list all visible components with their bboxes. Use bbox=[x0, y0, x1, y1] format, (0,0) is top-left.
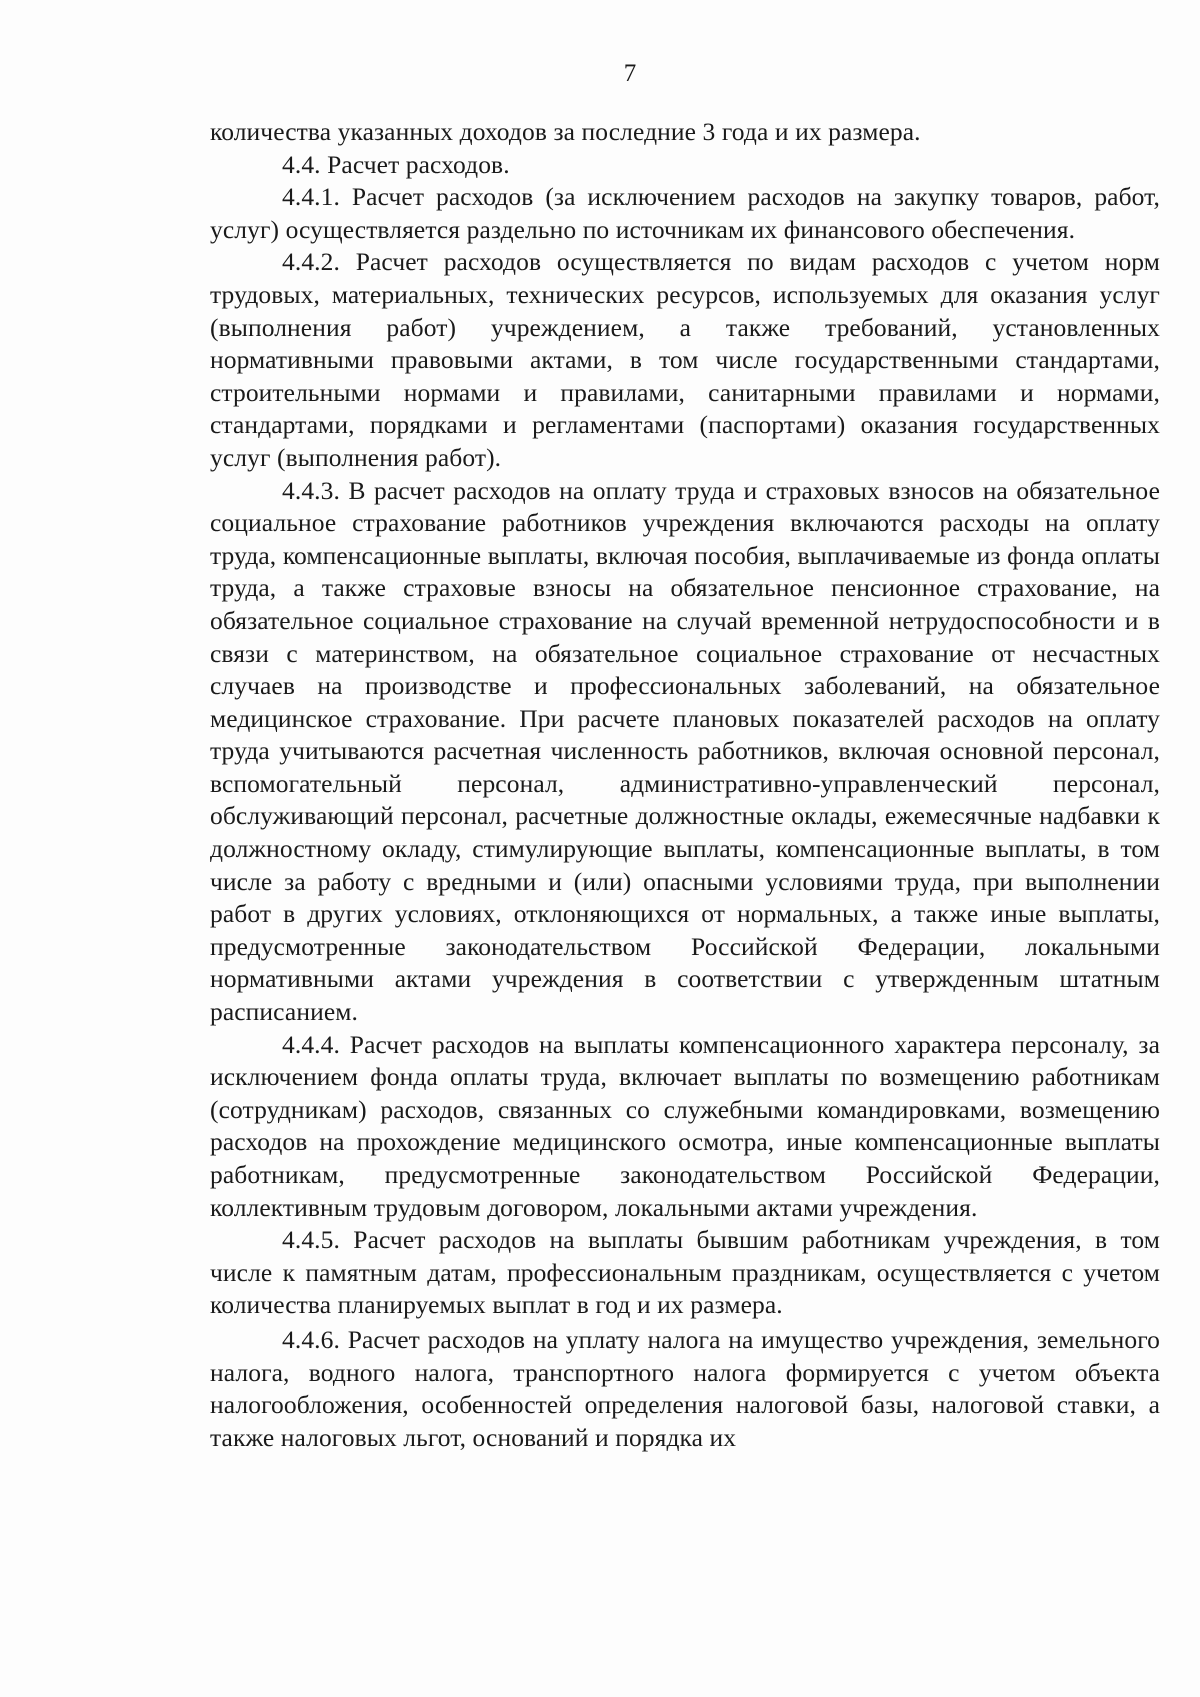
paragraph-continuation: количества указанных доходов за последние 3 года и их размера. bbox=[210, 117, 921, 146]
paragraph-4-4-2: 4.4.2. Расчет расходов осуществляется по видам расходов с учетом норм трудовых, материальных, технических ресурсов, используемых для оказания услуг (выполнения работ) учреждением, а также требований, установленных нормативными правовыми актами, в том числе государственными стандартами, строительными нормами и правилами, санитарными правилами и нормами, стандартами, порядками и регламентами (паспортами) оказания государственных услуг (выполнения работ). bbox=[210, 247, 1160, 472]
paragraph-4-4-3: 4.4.3. В расчет расходов на оплату труда и страховых взносов на обязательное социальное страхование работников учреждения включаются расходы на оплату труда, компенсационные выплаты, включая пособия, выплачиваемые из фонда оплаты труда, а также страховые взносы на обязательное пенсионное страхование, на обязательное социальное страхование на случай временной нетрудоспособности и в связи с материнством, на обязательное социальное страхование от несчастных случаев на производстве и профессиональных заболеваний, на обязательное медицинское страхование. При расчете плановых показателей расходов на оплату труда учитываются расчетная численность работников, включая основной персонал, вспомогательный персонал, административно-управленческий персонал, обслуживающий персонал, расчетные должностные оклады, ежемесячные надбавки к должностному окладу, стимулирующие выплаты, компенсационные выплаты, в том числе за работу с вредными и (или) опасными условиями труда, при выполнении работ в других условиях, отклоняющихся от нормальных, а также иные выплаты, предусмотренные законодательством Российской Федерации, локальными нормативными актами учреждения в соответствии с утвержденным штатным расписанием. bbox=[210, 475, 1160, 1027]
paragraph-4-4-4: 4.4.4. Расчет расходов на выплаты компенсационного характера персоналу, за исключением фонда оплаты труда, включает выплаты по возмещению работникам (сотрудникам) расходов, связанных со служебными командировками, возмещению расходов на прохождение медицинского осмотра, иные компенсационные выплаты работникам, предусмотренные законодательством Российской Федерации, коллективным трудовым договором, локальными актами учреждения. bbox=[210, 1029, 1160, 1222]
document-body bbox=[210, 116, 1160, 1454]
paragraph-4-4-1: 4.4.1. Расчет расходов (за исключением расходов на закупку товаров, работ, услуг) осуществляется раздельно по источникам их финансового обеспечения. bbox=[210, 182, 1160, 244]
paragraph-4-4-5: 4.4.5. Расчет расходов на выплаты бывшим работникам учреждения, в том числе к памятным датам, профессиональным праздникам, осуществляется с учетом количества планируемых выплат в год и их размера. bbox=[210, 1225, 1160, 1320]
section-heading-4-4: 4.4. Расчет расходов. bbox=[282, 149, 510, 179]
paragraph-4-4-6: 4.4.6. Расчет расходов на уплату налога на имущество учреждения, земельного налога, водного налога, транспортного налога формируется с учетом объекта налогообложения, особенностей определения налоговой базы, налоговой ставки, а также налоговых льгот, оснований и порядка их bbox=[210, 1324, 1160, 1452]
page-number: 7 bbox=[623, 60, 637, 87]
